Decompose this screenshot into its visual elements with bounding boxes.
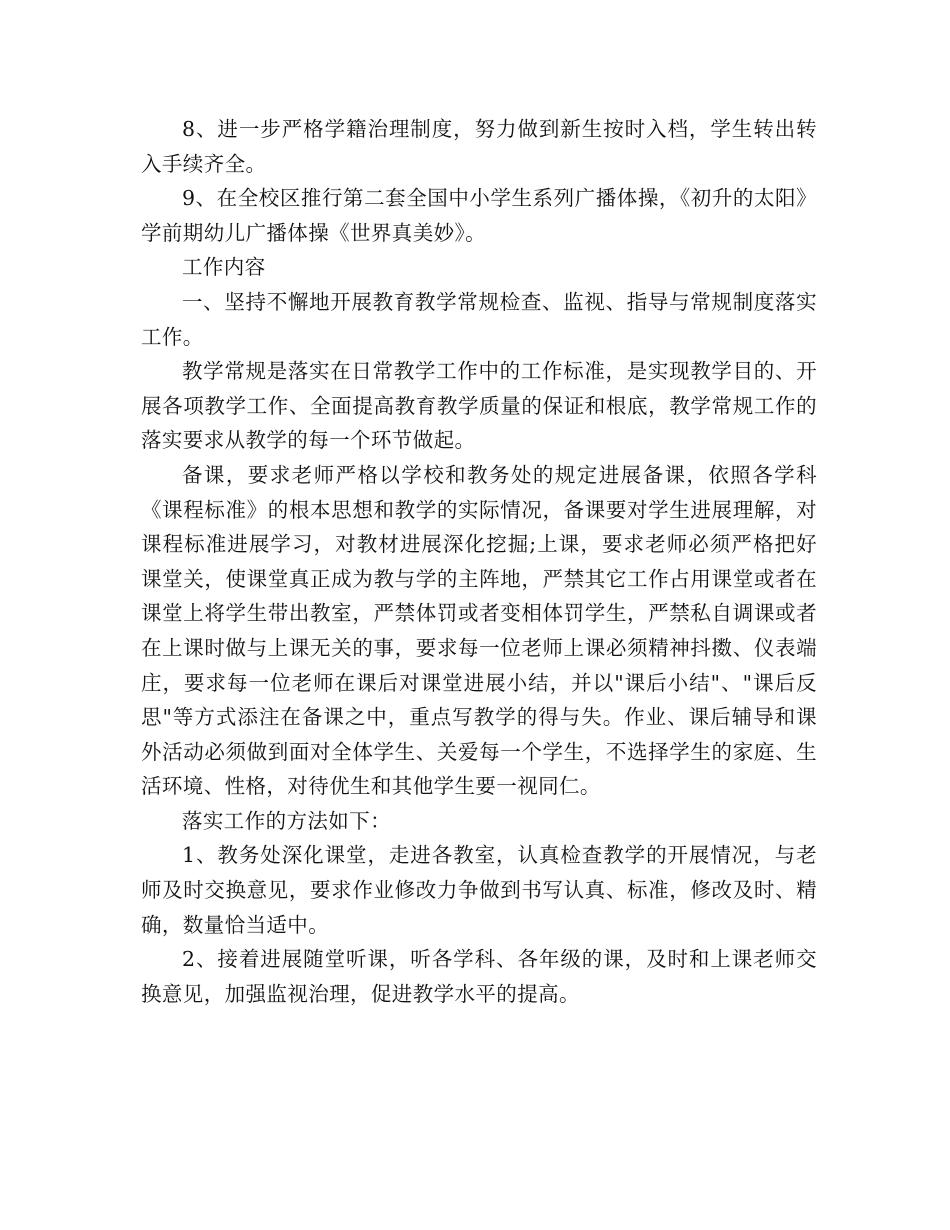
paragraph-item-9: 9、在全校区推行第二套全国中小学生系列广播体操，《初升的太阳》学前期幼儿广播体操《世界真美妙》。 (141, 186, 817, 245)
document-body (141, 112, 817, 1011)
section-heading-work-content: 工作内容 (182, 255, 266, 280)
paragraph-methods-heading: 落实工作的方法如下： (182, 808, 391, 833)
paragraph-method-1: 1、教务处深化课堂，走进各教室，认真检查教学的开展情况，与老师及时交换意见，要求作业修改力争做到书写认真、标准，修改及时、精确，数量恰当适中。 (141, 843, 817, 937)
paragraph-lesson-preparation: 备课，要求老师严格以学校和教务处的规定进展备课，依照各学科《课程标准》的根本思想和教学的实际情况，备课要对学生进展理解，对课程标准进展学习，对教材进展深化挖掘;上课，要求老师必须严格把好课堂关，使课堂真正成为教与学的主阵地，严禁其它工作占用课堂或者在课堂上将学生带出教室，严禁体罚或者变相体罚学生，严禁私自调课或者在上课时做与上课无关的事，要求每一位老师上课必须精神抖擞、仪表端庄，要求每一位老师在课后对课堂进展小结，并以"课后小结"、"课后反思"等方式添注在备课之中，重点写教学的得与失。作业、课后辅导和课外活动必须做到面对全体学生、关爱每一个学生，不选择学生的家庭、生活环境、性格，对待优生和其他学生要一视同仁。 (141, 462, 817, 799)
paragraph-teaching-routine: 教学常规是落实在日常教学工作中的工作标准，是实现教学目的、开展各项教学工作、全面提高教育教学质量的保证和根底，教学常规工作的落实要求从教学的每一个环节做起。 (141, 359, 817, 453)
paragraph-method-2: 2、接着进展随堂听课，听各学科、各年级的课，及时和上课老师交换意见，加强监视治理，促进教学水平的提高。 (141, 947, 817, 1006)
paragraph-item-8: 8、进一步严格学籍治理制度，努力做到新生按时入档，学生转出转入手续齐全。 (141, 117, 817, 176)
paragraph-section-one-title: 一、坚持不懈地开展教育教学常规检查、监视、指导与常规制度落实工作。 (141, 289, 817, 349)
